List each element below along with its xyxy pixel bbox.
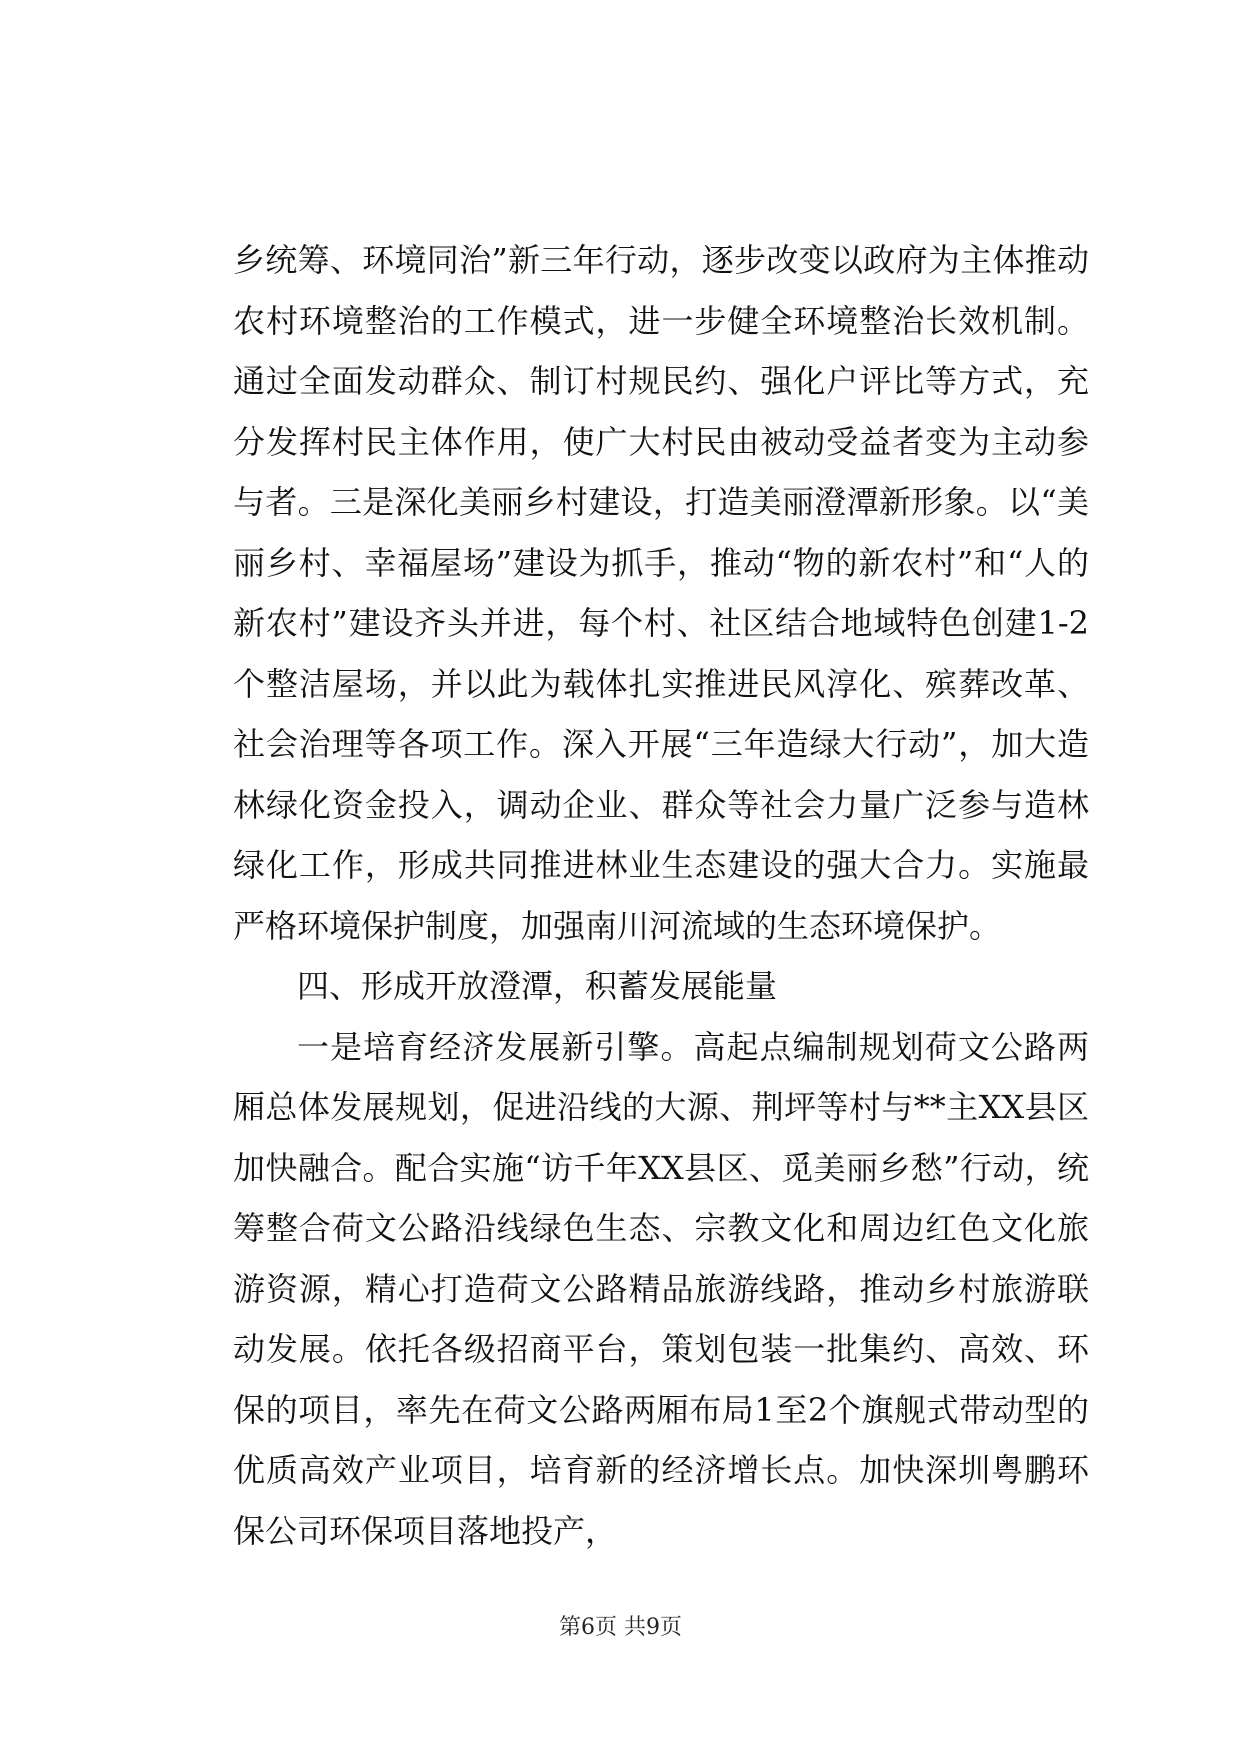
document-body — [233, 230, 1089, 1561]
page-number-footer: 第6页 共9页 — [559, 1615, 682, 1640]
paragraph-economic-engine: 一是培育经济发展新引擎。高起点编制规划荷文公路两厢总体发展规划，促进沿线的大源、荆坪等村与**主XX县区加快融合。配合实施“访千年XX县区、觅美丽乡愁”行动，统筹整合荷文公路沿线绿色生态、宗教文化和周边红色文化旅游资源，精心打造荷文公路精品旅游线路，推动乡村旅游联动发展。依托各级招商平台，策划包装一批集约、高效、环保的项目，率先在荷文公路两厢布局1至2个旗舰式带动型的优质高效产业项目，培育新的经济增长点。加快深圳粤鹏环保公司环保项目落地投产， — [233, 1027, 1089, 1550]
section-heading: 四、形成开放澄潭，积蓄发展能量 — [297, 967, 778, 1005]
paragraph-continued: 乡统筹、环境同治”新三年行动，逐步改变以政府为主体推动农村环境整治的工作模式，进一步健全环境整治长效机制。通过全面发动群众、制订村规民约、强化户评比等方式，充分发挥村民主体作用，使广大村民由被动受益者变为主动参与者。三是深化美丽乡村建设，打造美丽澄潭新形象。以“美丽乡村、幸福屋场”建设为抓手，推动“物的新农村”和“人的新农村”建设齐头并进，每个村、社区结合地域特色创建1-2个整洁屋场，并以此为载体扎实推进民风淳化、殡葬改革、社会治理等各项工作。深入开展“三年造绿大行动”，加大造林绿化资金投入，调动企业、群众等社会力量广泛参与造林绿化工作，形成共同推进林业生态建设的强大合力。实施最严格环境保护制度，加强南川河流域的生态环境保护。 — [233, 241, 1089, 945]
